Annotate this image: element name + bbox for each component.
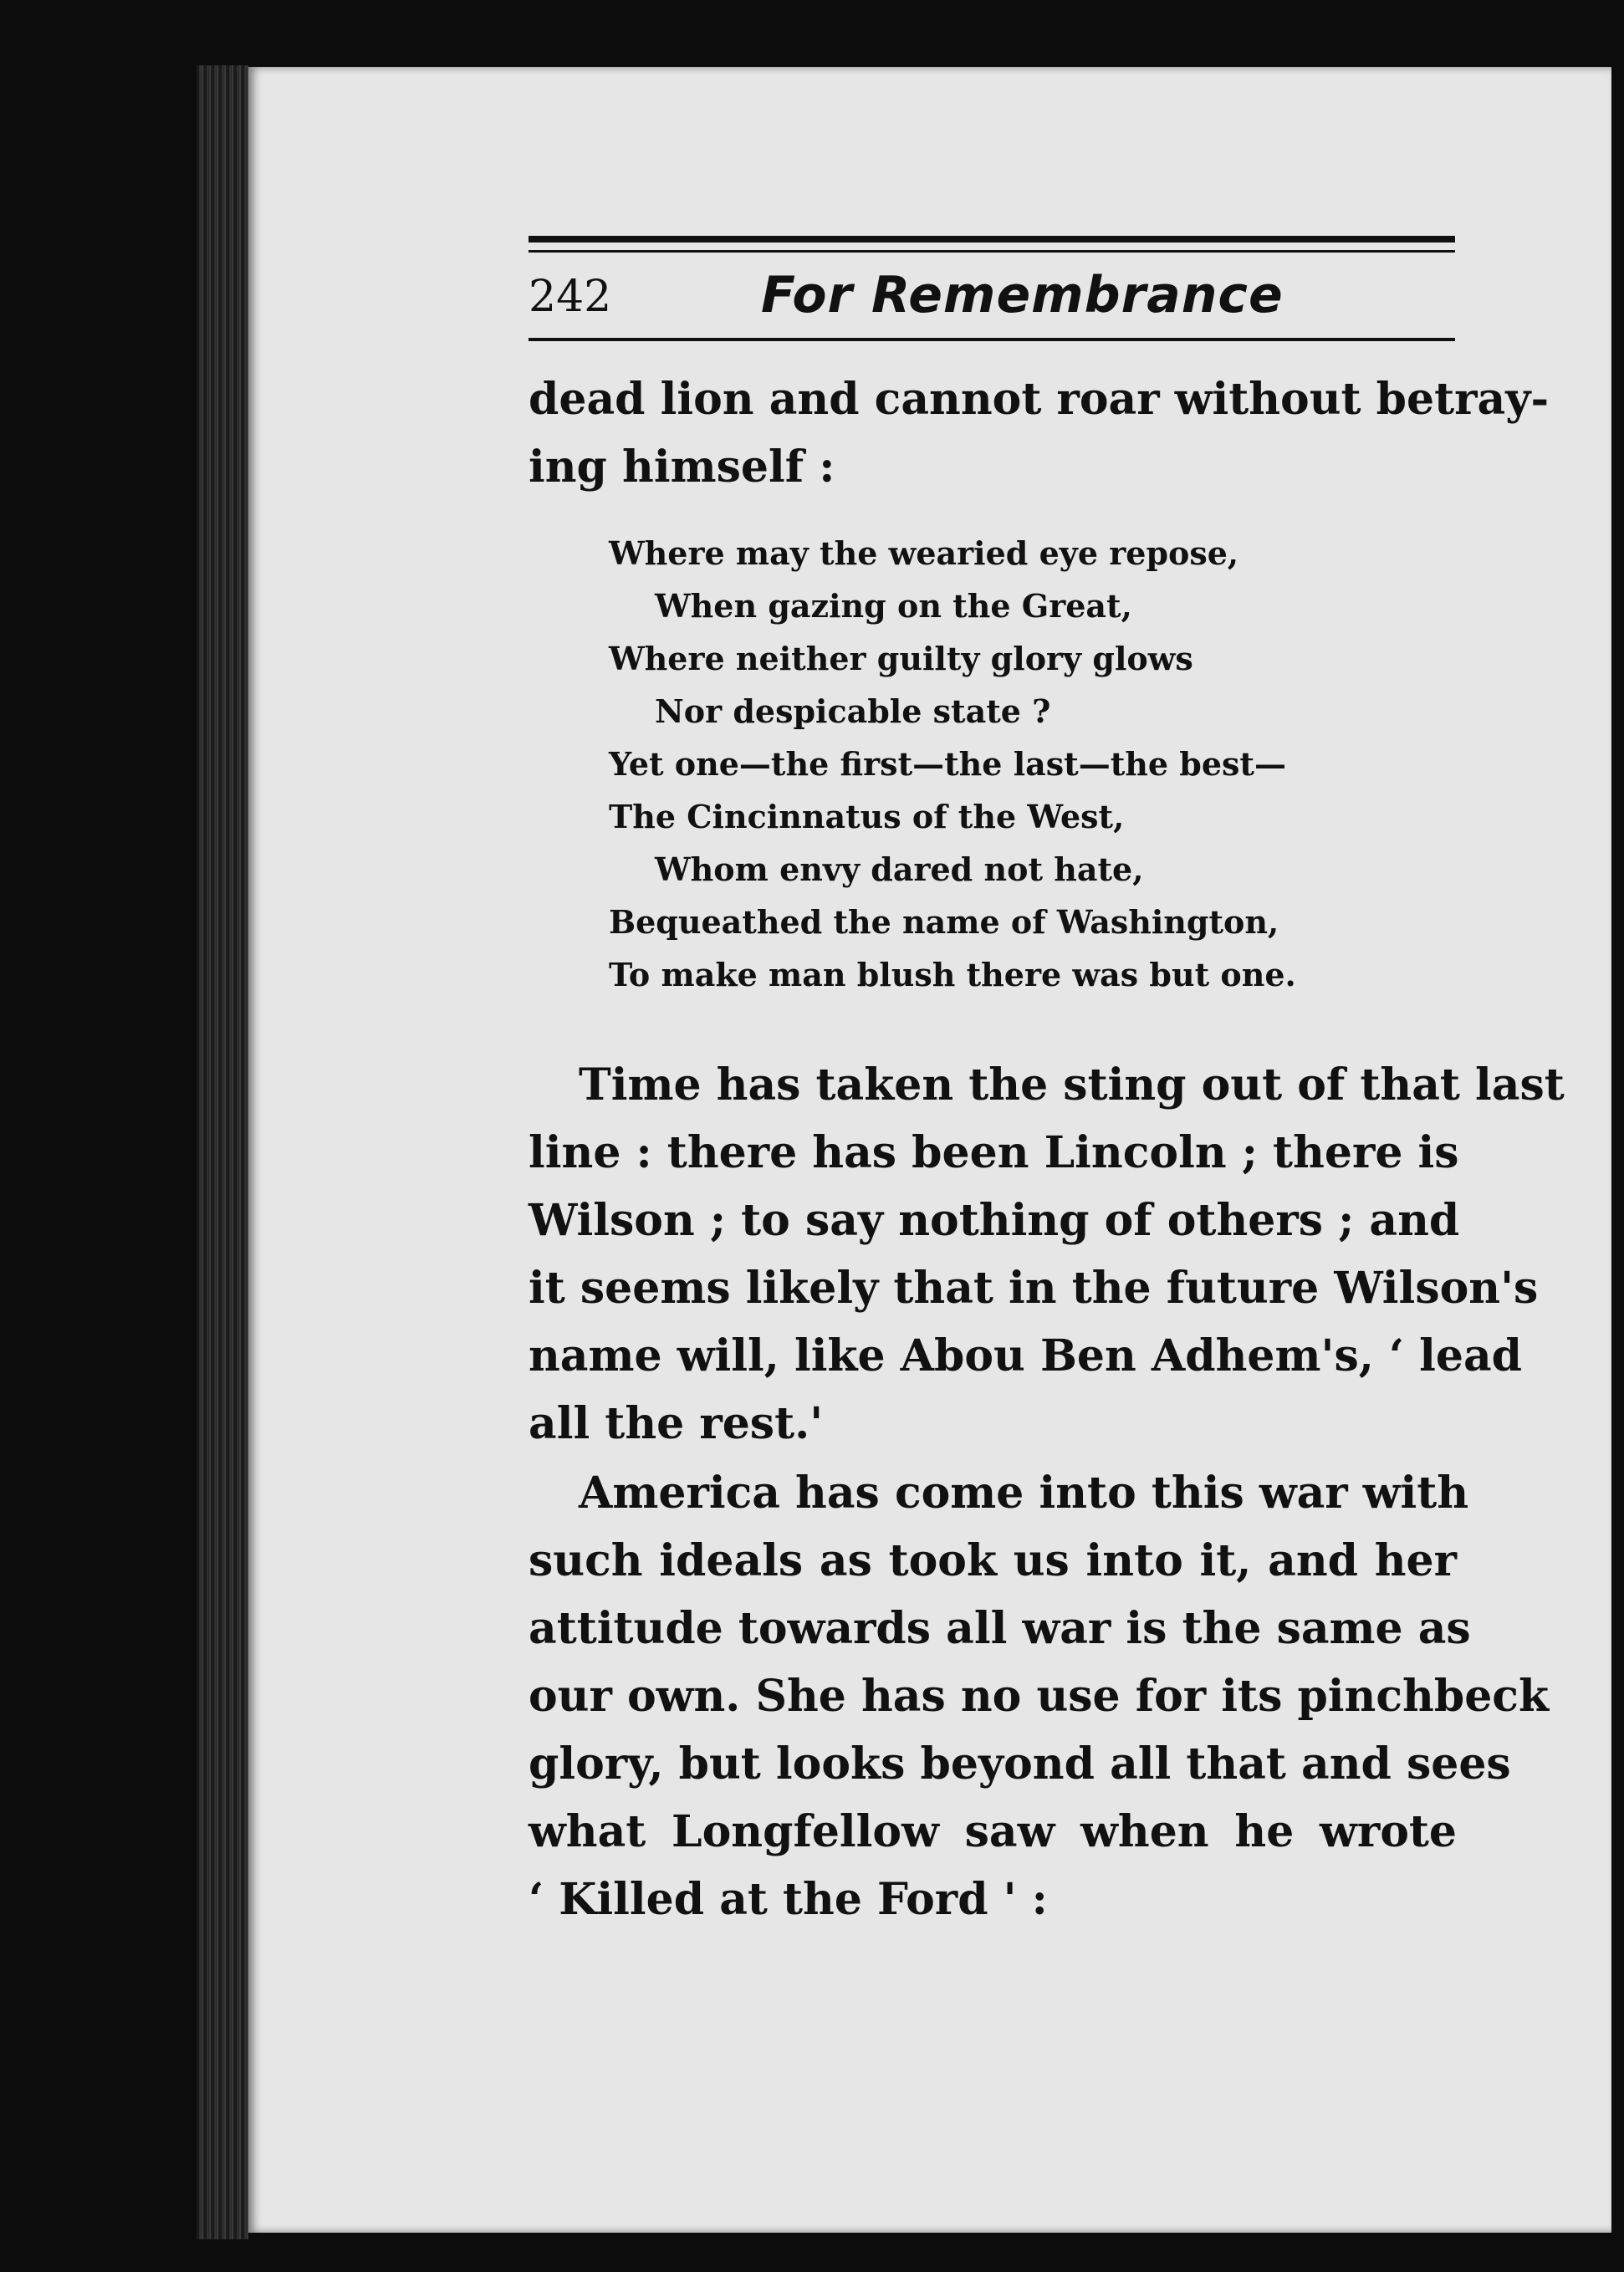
page-number: 242 bbox=[529, 272, 612, 322]
poem-line: Bequeathed the name of Washington, bbox=[609, 903, 1279, 941]
text-line: glory, but looks beyond all that and sees bbox=[529, 1738, 1511, 1790]
running-title: For Remembrance bbox=[761, 266, 1284, 324]
text-line: all the rest.' bbox=[529, 1398, 824, 1449]
header-rule bbox=[529, 338, 1455, 341]
poem-line: Nor despicable state ? bbox=[655, 692, 1051, 730]
paragraph-america bbox=[529, 1459, 1549, 1933]
text-line: ‘ Killed at the Ford ' : bbox=[529, 1874, 1048, 1925]
poem-block bbox=[609, 527, 1296, 1001]
poem-line: Where neither guilty glory glows bbox=[609, 640, 1193, 677]
poem-line: The Cincinnatus of the West, bbox=[609, 798, 1125, 835]
poem-line: Yet one—the first—the last—the best— bbox=[609, 745, 1286, 783]
poem-line: When gazing on the Great, bbox=[655, 587, 1132, 625]
paragraph-lincoln-wilson bbox=[529, 1051, 1565, 1458]
book-page-edges bbox=[197, 65, 248, 2239]
text-line: attitude towards all war is the same as bbox=[529, 1603, 1471, 1654]
poem-line: Where may the wearied eye repose, bbox=[609, 534, 1239, 572]
text-line: it seems likely that in the future Wilson's bbox=[529, 1263, 1539, 1314]
header-double-rule bbox=[529, 236, 1455, 253]
text-line: line : there has been Lincoln ; there is bbox=[529, 1127, 1459, 1178]
text-line: Time has taken the sting out of that last bbox=[579, 1059, 1565, 1110]
text-line: ing himself : bbox=[529, 442, 835, 493]
text-line: what Longfellow saw when he wrote bbox=[529, 1806, 1457, 1857]
text-line: name will, like Abou Ben Adhem's, ‘ lead bbox=[529, 1330, 1523, 1381]
text-line: our own. She has no use for its pinchbeck bbox=[529, 1671, 1549, 1722]
text-line: dead lion and cannot roar without betray- bbox=[529, 374, 1550, 425]
text-line: such ideals as took us into it, and her bbox=[529, 1535, 1457, 1586]
text-line: America has come into this war with bbox=[579, 1468, 1469, 1519]
poem-line: Whom envy dared not hate, bbox=[655, 850, 1144, 888]
text-line: Wilson ; to say nothing of others ; and bbox=[529, 1195, 1460, 1246]
opening-paragraph bbox=[529, 365, 1550, 501]
poem-line: To make man blush there was but one. bbox=[609, 956, 1296, 993]
